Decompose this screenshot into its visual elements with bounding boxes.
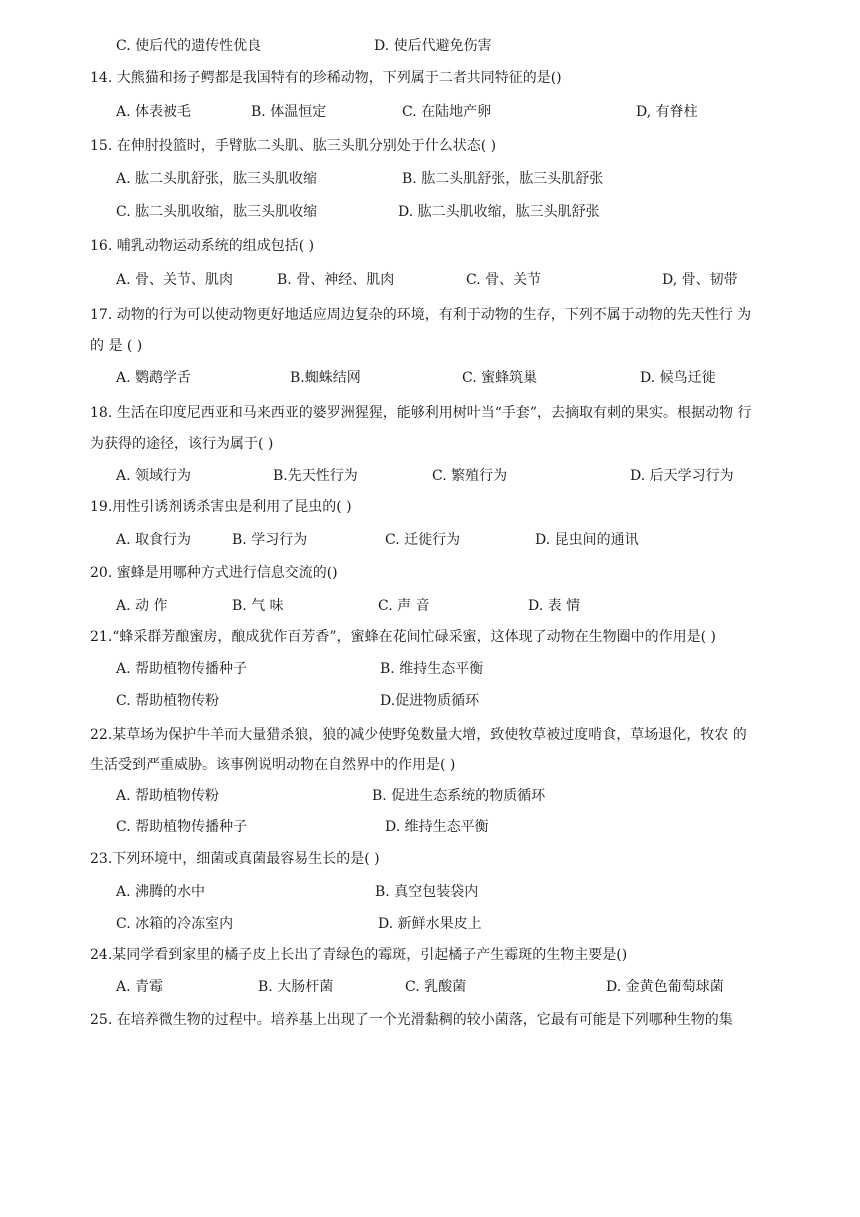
q18-option-d: D. 后天学习行为	[630, 468, 734, 484]
q18-option-c: C. 繁殖行为	[432, 468, 508, 484]
q20-option-b: B. 气 味	[232, 598, 284, 614]
question-18-stem-line-2: 为获得的途径，该行为属于( )	[90, 436, 274, 452]
question-22-stem-line-2: 生活受到严重威胁。该事例说明动物在自然界中的作用是( )	[90, 757, 456, 773]
q15-option-a: A. 肱二头肌舒张，肱三头肌收缩	[116, 171, 318, 187]
q24-option-d: D. 金黄色葡萄球菌	[606, 979, 724, 995]
q13-option-d: D. 使后代避免伤害	[374, 38, 492, 54]
q24-option-b: B. 大肠杆菌	[258, 979, 334, 995]
question-14-stem: 14. 大熊猫和扬子鳄都是我国特有的珍稀动物，下列属于二者共同特征的是()	[90, 70, 562, 86]
q20-option-d: D. 表 情	[528, 598, 581, 614]
q22-option-a: A. 帮助植物传粉	[116, 788, 220, 804]
q14-option-d: D, 有脊柱	[636, 104, 698, 120]
q23-option-a: A. 沸腾的水中	[116, 884, 206, 900]
q22-option-b: B. 促进生态系统的物质循环	[372, 788, 546, 804]
q21-option-d: D.促进物质循环	[380, 693, 480, 709]
question-18-stem-line-1: 18. 生活在印度尼西亚和马来西亚的婆罗洲猩猩，能够利用树叶当“手套”，去摘取有刺的果实。根据动物 行	[90, 405, 752, 421]
q24-option-a: A. 青霉	[116, 979, 164, 995]
q15-option-c: C. 肱二头肌收缩，肱三头肌收缩	[116, 204, 318, 220]
q19-option-b: B. 学习行为	[232, 532, 308, 548]
q18-option-a: A. 领域行为	[116, 468, 192, 484]
q17-option-c: C. 蜜蜂筑巢	[462, 370, 538, 386]
question-17-stem-line-1: 17. 动物的行为可以使动物更好地适应周边复杂的环境，有利于动物的生存，下列不属于动物的先天性行 为	[90, 307, 752, 323]
q16-option-d: D, 骨、韧带	[662, 272, 738, 288]
q16-option-c: C. 骨、关节	[466, 272, 542, 288]
q16-option-a: A. 骨、关节、肌肉	[116, 272, 234, 288]
q19-option-a: A. 取食行为	[116, 532, 192, 548]
q23-option-d: D. 新鲜水果皮上	[378, 916, 482, 932]
question-16-stem: 16. 哺乳动物运动系统的组成包括( )	[90, 238, 315, 254]
question-24-stem: 24.某同学看到家里的橘子皮上长出了青绿色的霉斑，引起橘子产生霉斑的生物主要是()	[90, 947, 628, 963]
q15-option-b: B. 肱二头肌舒张，肱三头肌舒张	[402, 171, 604, 187]
q20-option-c: C. 声 音	[378, 598, 430, 614]
q23-option-c: C. 冰箱的冷冻室内	[116, 916, 234, 932]
question-23-stem: 23.下列环境中，细菌或真菌最容易生长的是( )	[90, 851, 380, 867]
q17-option-d: D. 候鸟迁徙	[640, 370, 716, 386]
question-25-stem: 25. 在培养微生物的过程中。培养基上出现了一个光滑黏稠的较小菌落，它最有可能是下列哪种生物的集	[90, 1012, 733, 1028]
q22-option-d: D. 维持生态平衡	[385, 819, 489, 835]
q15-option-d: D. 肱二头肌收缩，肱三头肌舒张	[398, 204, 600, 220]
q14-option-c: C. 在陆地产卵	[402, 104, 492, 120]
q16-option-b: B. 骨、神经、肌肉	[277, 272, 395, 288]
q21-option-b: B. 维持生态平衡	[380, 661, 484, 677]
question-20-stem: 20. 蜜蜂是用哪种方式进行信息交流的()	[90, 565, 338, 581]
q20-option-a: A. 动 作	[116, 598, 168, 614]
q13-option-c: C. 使后代的遗传性优良	[116, 38, 262, 54]
question-21-stem: 21.“蜂采群芳酿蜜房，酿成犹作百芳香”，蜜蜂在花间忙碌采蜜，这体现了动物在生物圈中的作用是( )	[90, 629, 716, 645]
question-17-stem-line-2: 的 是 ( )	[90, 338, 143, 354]
q23-option-b: B. 真空包装袋内	[375, 884, 479, 900]
q19-option-d: D. 昆虫间的通讯	[535, 532, 639, 548]
q17-option-b: B.蜘蛛结网	[290, 370, 361, 386]
q24-option-c: C. 乳酸菌	[405, 979, 467, 995]
question-15-stem: 15. 在伸肘投篮时，手臂肱二头肌、肱三头肌分别处于什么状态( )	[90, 138, 497, 154]
q21-option-a: A. 帮助植物传播种子	[116, 661, 248, 677]
q14-option-b: B. 体温恒定	[251, 104, 327, 120]
q21-option-c: C. 帮助植物传粉	[116, 693, 220, 709]
question-19-stem: 19.用性引诱剂诱杀害虫是利用了昆虫的( )	[90, 499, 352, 515]
q19-option-c: C. 迁徙行为	[385, 532, 461, 548]
q17-option-a: A. 鹦鹉学舌	[116, 370, 192, 386]
q18-option-b: B.先天性行为	[273, 468, 358, 484]
q22-option-c: C. 帮助植物传播种子	[116, 819, 248, 835]
q14-option-a: A. 体表被毛	[116, 104, 192, 120]
question-22-stem-line-1: 22.某草场为保护牛羊而大量猎杀狼，狼的减少使野兔数量大增，致使牧草被过度啃食，草场退化，牧农 的	[90, 727, 747, 743]
